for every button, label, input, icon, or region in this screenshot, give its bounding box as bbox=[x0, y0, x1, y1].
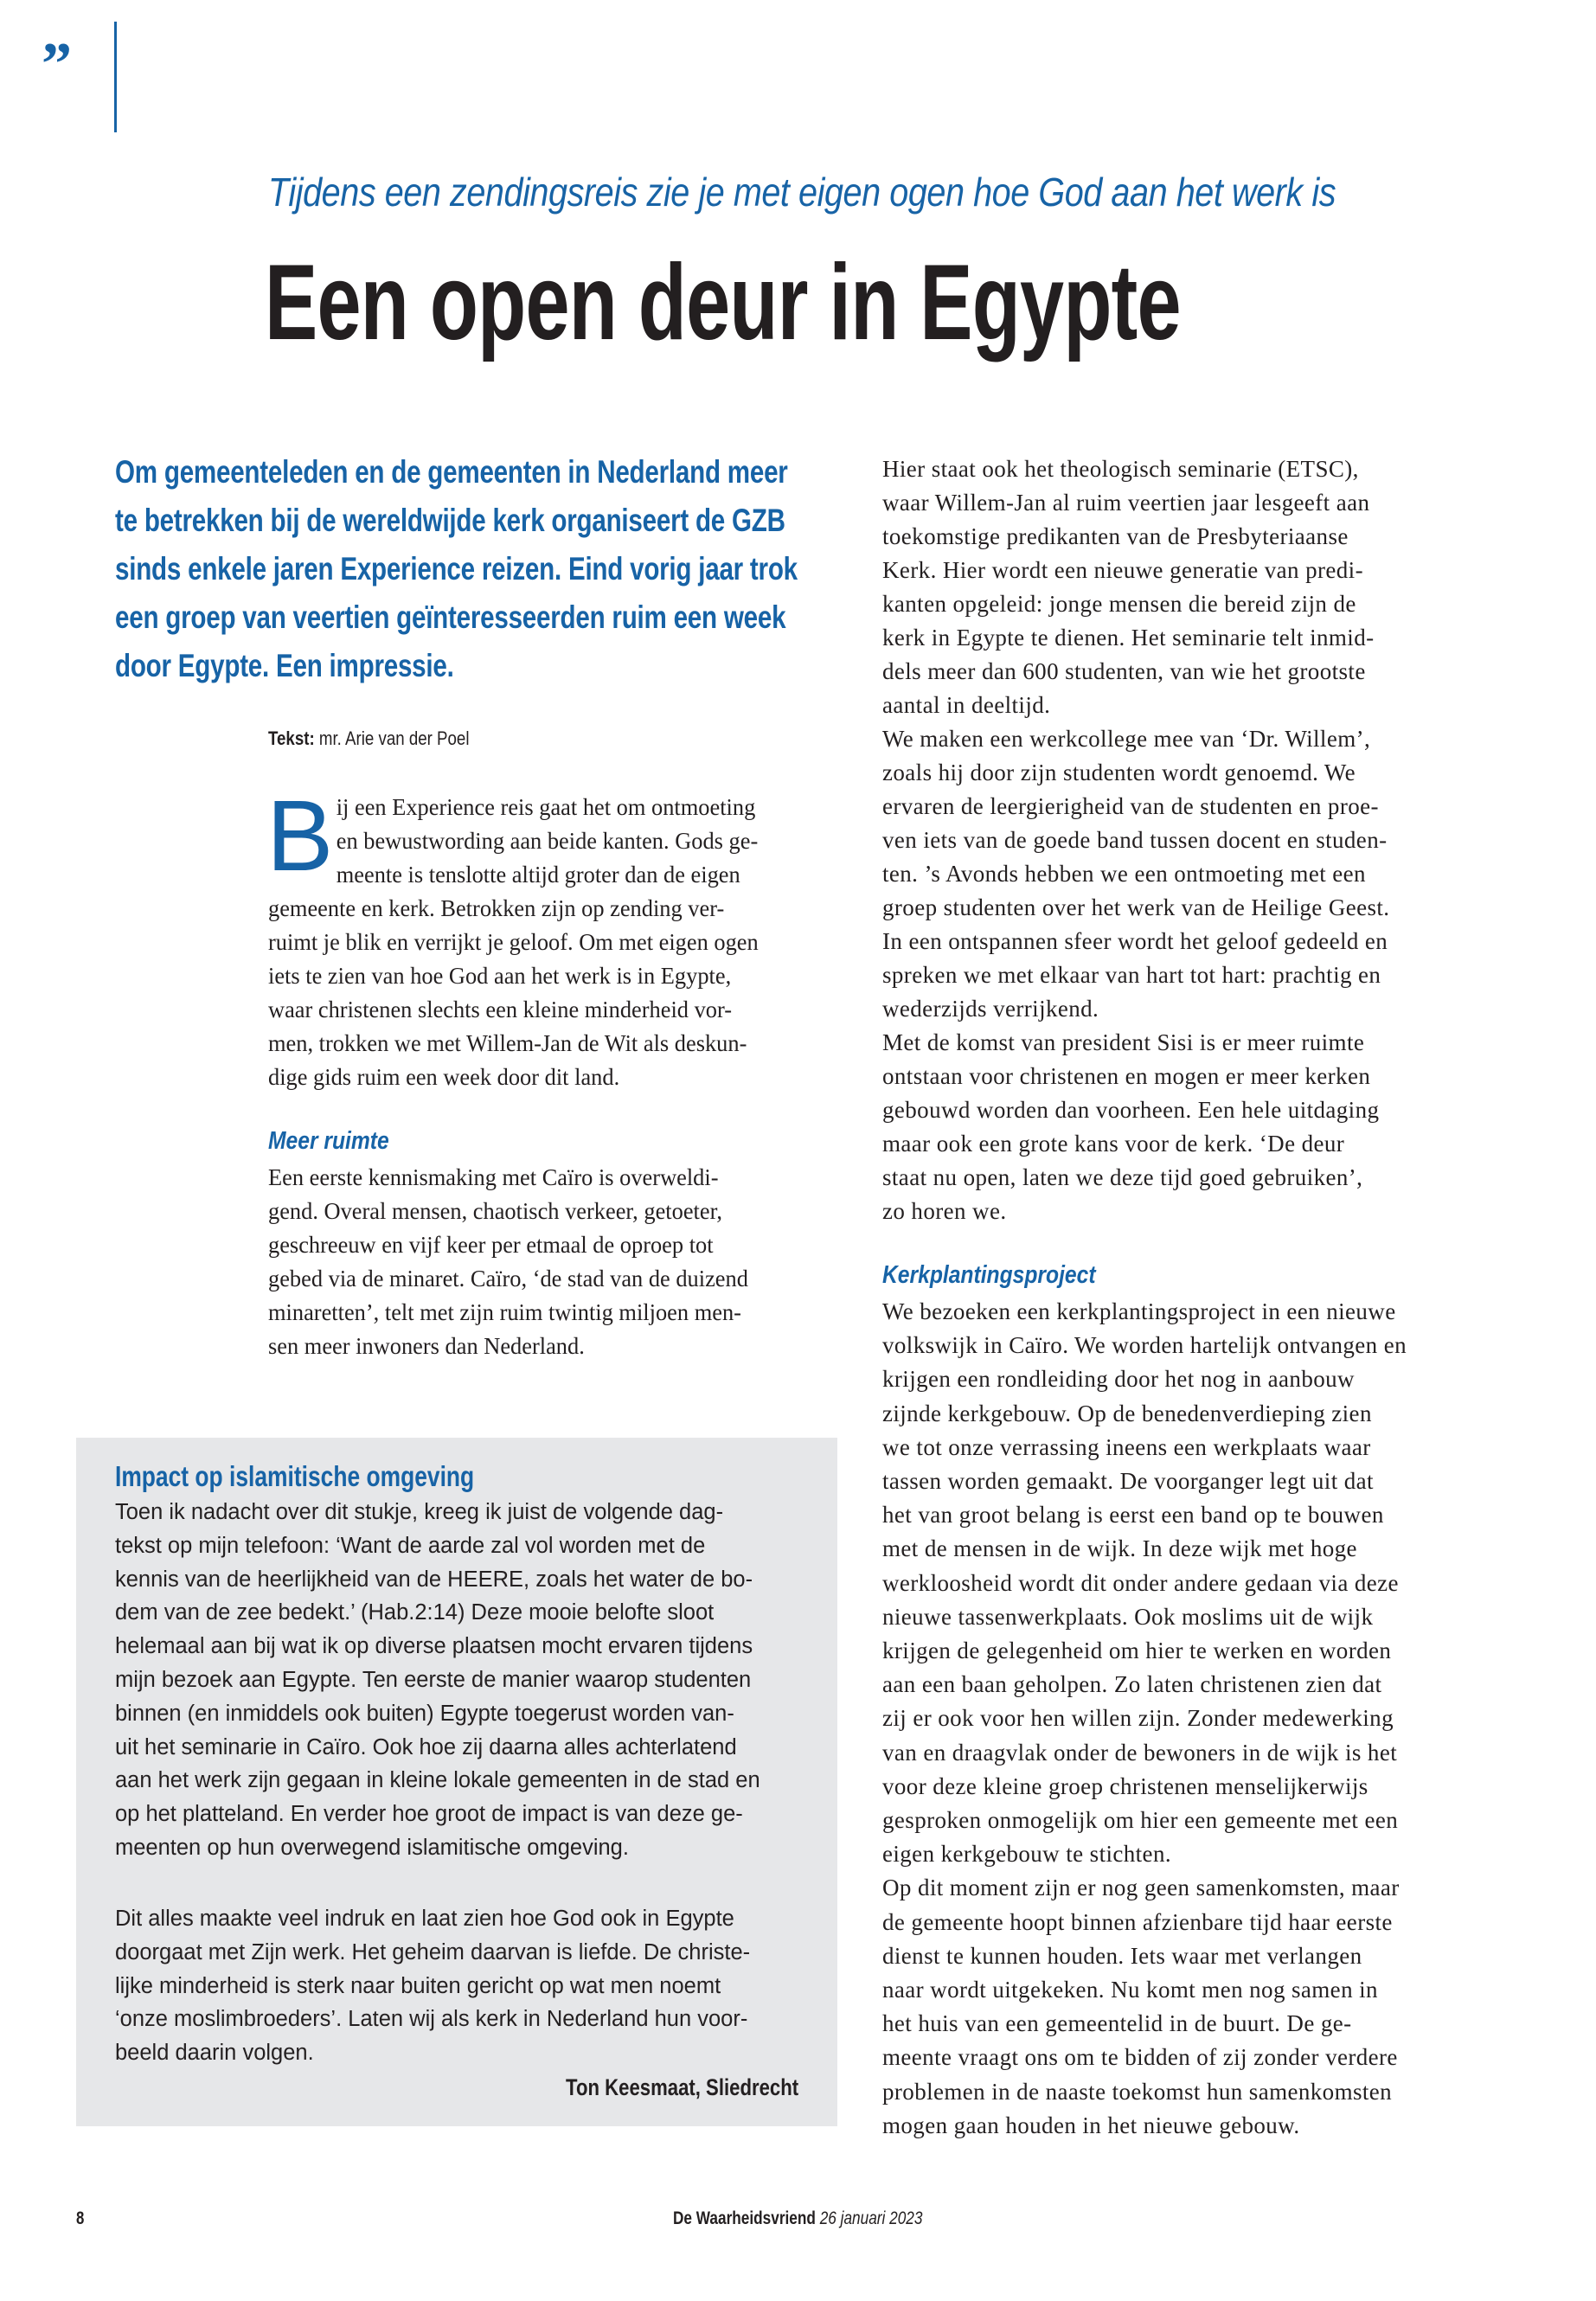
text-line: krijgen een rondleiding door het nog in aanbouw bbox=[882, 1366, 1355, 1393]
text-line: men, trokken we met Willem-Jan de Wit als deskun- bbox=[268, 1029, 747, 1056]
text-line: meente is tenslotte altijd groter dan de eigen bbox=[336, 861, 740, 888]
text-line: dem van de zee bedekt.’ (Hab.2:14) Deze mooie belofte sloot bbox=[115, 1600, 715, 1625]
text-line: Toen ik nadacht over dit stukje, kreeg ik juist de volgende dag- bbox=[115, 1500, 724, 1524]
text-line: nieuwe tassenwerkplaats. Ook moslims uit de wijk bbox=[882, 1603, 1374, 1630]
col1-paragraph-1 bbox=[268, 790, 817, 1093]
text-line: te betrekken bij de wereldwijde kerk organiseert de GZB bbox=[115, 503, 785, 538]
text-line: gebouwd worden dan voorheen. Een hele uitdaging bbox=[882, 1097, 1380, 1123]
text-line: binnen (en inmiddels ook buiten) Egypte toegerust worden van- bbox=[115, 1701, 734, 1726]
col2-paragraph-2 bbox=[882, 1295, 1462, 2143]
text-line: maar ook een grote kans voor de kerk. ‘De deur bbox=[882, 1131, 1345, 1157]
text-line: tekst op mijn telefoon: ‘Want de aarde zal vol worden met de bbox=[115, 1533, 706, 1558]
text-line: ten. ’s Avonds hebben we een ontmoeting met een bbox=[882, 861, 1366, 887]
text-line: geschreeuw en vijf keer per etmaal de oproep tot bbox=[268, 1231, 714, 1258]
footer-publication bbox=[673, 2208, 922, 2229]
col2-paragraph-1 bbox=[882, 452, 1462, 1228]
publication-name: De Waarheidsvriend bbox=[673, 2208, 816, 2228]
text-line: Met de komst van president Sisi is er meer ruimte bbox=[882, 1029, 1365, 1055]
text-line: dige gids ruim een week door dit land. bbox=[268, 1063, 620, 1090]
text-line: eigen kerkgebouw te stichten. bbox=[882, 1841, 1171, 1868]
box-paragraph-2 bbox=[115, 1902, 750, 2070]
publication-date: 26 januari 2023 bbox=[819, 2208, 923, 2228]
text-line: een groep van veertien geïnteresseerden ruim een week bbox=[115, 599, 786, 635]
byline bbox=[268, 727, 469, 750]
text-line: op het platteland. En verder hoe groot de impact is van deze ge- bbox=[115, 1802, 743, 1827]
text-line: dels meer dan 600 studenten, van wie het grootste bbox=[882, 658, 1366, 684]
text-line: sinds enkele jaren Experience reizen. Eind vorig jaar trok bbox=[115, 551, 798, 586]
text-line: naar wordt uitgekeken. Nu komt men nog samen in bbox=[882, 1977, 1378, 2003]
text-line: we tot onze verrassing ineens een werkplaats waar bbox=[882, 1433, 1371, 1460]
text-line: waar christenen slechts een kleine minderheid vor- bbox=[268, 996, 733, 1022]
text-line: ervaren de leergierigheid van de studenten en proe- bbox=[882, 793, 1379, 819]
text-line: en bewustwording aan beide kanten. Gods ge- bbox=[336, 827, 759, 854]
text-line: zoals hij door zijn studenten wordt genoemd. We bbox=[882, 760, 1356, 785]
text-line: mogen gaan houden in het nieuwe gebouw. bbox=[882, 2112, 1300, 2138]
text-line: We bezoeken een kerkplantingsproject in een nieuwe bbox=[882, 1298, 1396, 1324]
text-line: het huis van een gemeentelid in de buurt. De ge- bbox=[882, 2010, 1352, 2037]
drop-cap: B bbox=[266, 779, 334, 892]
byline-author: mr. Arie van der Poel bbox=[318, 727, 470, 749]
page-number: 8 bbox=[76, 2208, 85, 2228]
text-line: gemeente en kerk. Betrokken zijn op zending ver- bbox=[268, 894, 725, 921]
text-line: zij er ook voor hen willen zijn. Zonder medewerking bbox=[882, 1705, 1394, 1732]
text-line: staat nu open, laten we deze tijd goed gebruiken’, bbox=[882, 1164, 1363, 1190]
text-line: ‘onze moslimbroeders’. Laten wij als kerk in Nederland hun voor- bbox=[115, 2007, 748, 2032]
text-line: waar Willem-Jan al ruim veertien jaar lesgeeft aan bbox=[882, 490, 1370, 516]
closing-quote-icon: ” bbox=[42, 31, 72, 98]
text-line: mijn bezoek aan Egypte. Ten eerste de manier waarop studenten bbox=[115, 1667, 752, 1692]
text-line: gesproken onmogelijk om hier een gemeente met een bbox=[882, 1807, 1399, 1834]
article-subtitle: Tijdens een zendingsreis zie je met eigen ogen hoe God aan het werk is bbox=[268, 170, 1336, 215]
text-line: van en draagvlak onder de bewoners in de wijk is het bbox=[882, 1739, 1398, 1766]
text-line: ruimt je blik en verrijkt je geloof. Om met eigen ogen bbox=[268, 928, 759, 955]
text-line: kerk in Egypte te dienen. Het seminarie telt inmid- bbox=[882, 625, 1375, 651]
text-line: In een ontspannen sfeer wordt het geloof gedeeld en bbox=[882, 928, 1388, 954]
text-line: tassen worden gemaakt. De voorganger legt uit dat bbox=[882, 1468, 1374, 1495]
text-line: door Egypte. Een impressie. bbox=[115, 648, 454, 683]
text-line: ontstaan voor christenen en mogen er meer kerken bbox=[882, 1063, 1371, 1089]
text-line: zijnde kerkgebouw. Op de benedenverdieping zien bbox=[882, 1400, 1372, 1426]
text-line: iets te zien van hoe God aan het werk is in Egypte, bbox=[268, 962, 732, 989]
text-line: werkloosheid wordt dit onder andere gedaan via deze bbox=[882, 1569, 1399, 1596]
text-line: ven iets van de goede band tussen docent en studen- bbox=[882, 827, 1388, 853]
text-line: voor deze kleine groep christenen menselijkerwijs bbox=[882, 1772, 1368, 1799]
text-line: met de mensen in de wijk. In deze wijk met hoge bbox=[882, 1535, 1357, 1562]
text-line: gebed via de minaret. Caïro, ‘de stad van de duizend bbox=[268, 1265, 748, 1292]
text-line: sen meer inwoners dan Nederland. bbox=[268, 1332, 585, 1359]
text-line: meente vraagt ons om te bidden of zij zonder verdere bbox=[882, 2044, 1398, 2071]
text-line: aan het werk zijn gegaan in kleine lokale gemeenten in de stad en bbox=[115, 1768, 760, 1793]
text-line: groep studenten over het werk van de Heilige Geest. bbox=[882, 894, 1390, 920]
text-line: de gemeente hoopt binnen afzienbare tijd haar eerste bbox=[882, 1908, 1393, 1935]
text-line: kanten opgeleid: jonge mensen die bereid zijn de bbox=[882, 591, 1356, 617]
text-line: beeld daarin volgen. bbox=[115, 2041, 314, 2066]
text-line: toekomstige predikanten van de Presbyteriaanse bbox=[882, 523, 1349, 549]
text-line: dienst te kunnen houden. Iets waar met verlangen bbox=[882, 1942, 1362, 1969]
text-line: Een eerste kennismaking met Caïro is overweldi- bbox=[268, 1163, 719, 1190]
text-line: We maken een werkcollege mee van ‘Dr. Willem’, bbox=[882, 726, 1371, 752]
text-line: minaretten’, telt met zijn ruim twintig miljoen men- bbox=[268, 1298, 741, 1325]
box-heading: Impact op islamitische omgeving bbox=[115, 1460, 475, 1492]
text-line: aan een baan geholpen. Zo laten christenen zien dat bbox=[882, 1671, 1382, 1698]
text-line: uit het seminarie in Caïro. Ook hoe zij daarna alles achterlatend bbox=[115, 1734, 737, 1759]
decorative-rule bbox=[114, 22, 117, 132]
text-line: het van groot belang is eerst een band op te bouwen bbox=[882, 1502, 1384, 1529]
text-line: Kerk. Hier wordt een nieuwe generatie van predi- bbox=[882, 557, 1363, 583]
box-signature: Ton Keesmaat, Sliedrecht bbox=[565, 2074, 798, 2100]
text-line: Om gemeenteleden en de gemeenten in Nederland meer bbox=[115, 454, 788, 490]
text-line: kennis van de heerlijkheid van de HEERE, zoals het water de bo- bbox=[115, 1567, 753, 1592]
section-heading-kerkplantingsproject: Kerkplantingsproject bbox=[882, 1261, 1096, 1289]
text-line: zo horen we. bbox=[882, 1198, 1007, 1224]
text-line: spreken we met elkaar van hart tot hart: prachtig en bbox=[882, 962, 1381, 988]
col1-paragraph-2 bbox=[268, 1160, 817, 1362]
text-line: wederzijds verrijkend. bbox=[882, 996, 1099, 1022]
text-line: krijgen de gelegenheid om hier te werken en worden bbox=[882, 1638, 1392, 1664]
text-line: helemaal aan bij wat ik op diverse plaatsen mocht ervaren tijdens bbox=[115, 1634, 753, 1659]
text-line: meenten op hun overwegend islamitische omgeving. bbox=[115, 1835, 629, 1860]
text-line: lijke minderheid is sterk naar buiten gericht op wat men noemt bbox=[115, 1973, 721, 1998]
section-heading-meer-ruimte: Meer ruimte bbox=[268, 1127, 389, 1155]
text-line: Op dit moment zijn er nog geen samenkomsten, maar bbox=[882, 1875, 1400, 1901]
box-paragraph-1 bbox=[115, 1496, 760, 1865]
article-intro bbox=[115, 448, 798, 690]
text-line: doorgaat met Zijn werk. Het geheim daarvan is liefde. De christe- bbox=[115, 1939, 751, 1965]
text-line: Hier staat ook het theologisch seminarie (ETSC), bbox=[882, 456, 1359, 482]
text-line: problemen in de naaste toekomst hun samenkomsten bbox=[882, 2078, 1393, 2105]
text-line: ij een Experience reis gaat het om ontmoeting bbox=[336, 793, 756, 820]
text-line: Dit alles maakte veel indruk en laat zien hoe God ook in Egypte bbox=[115, 1907, 734, 1931]
text-line: volkswijk in Caïro. We worden hartelijk ontvangen en bbox=[882, 1332, 1407, 1359]
article-title: Een open deur in Egypte bbox=[265, 243, 1181, 362]
byline-label: Tekst: bbox=[268, 727, 315, 749]
text-line: gend. Overal mensen, chaotisch verkeer, getoeter, bbox=[268, 1197, 722, 1224]
text-line: aantal in deeltijd. bbox=[882, 692, 1051, 718]
